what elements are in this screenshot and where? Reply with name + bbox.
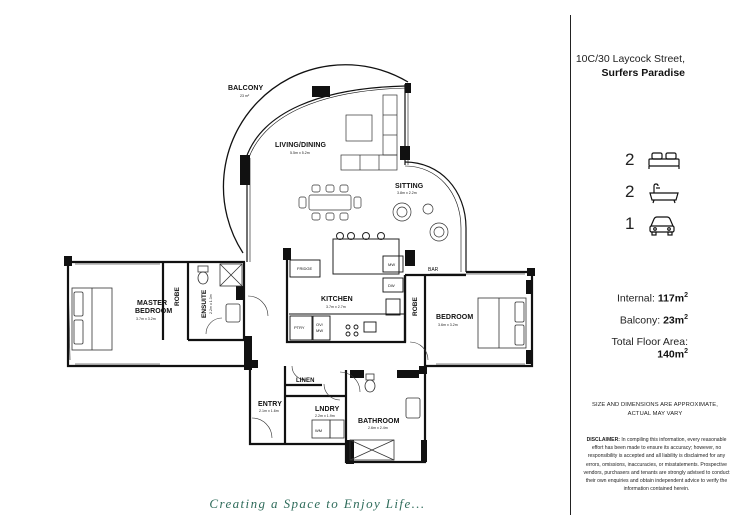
total-area-value: 140m xyxy=(657,348,685,361)
bathroom-fixtures xyxy=(350,374,420,460)
bedroom-count: 2 xyxy=(625,150,635,169)
suburb-name: Surfers Paradise xyxy=(601,67,685,79)
dim-entry: 2.1m x 1.6m xyxy=(259,409,279,413)
label-robe-2: ROBE xyxy=(412,297,419,316)
balcony-area-value: 23m xyxy=(663,314,685,327)
label-master-2: BEDROOM xyxy=(135,308,173,315)
label-sitting: SITTING xyxy=(395,183,424,190)
dim-sitting: 3.8m x 2.2m xyxy=(397,191,417,195)
label-bathroom: BATHROOM xyxy=(358,418,400,425)
column xyxy=(312,86,330,97)
bathroom-count: 2 xyxy=(625,182,635,201)
walls xyxy=(68,258,532,462)
label-mw: MW xyxy=(388,262,396,267)
approximate-size-note: SIZE AND DIMENSIONS ARE APPROXIMATE, ACTUAL MAY VARY xyxy=(592,402,718,417)
label-entry: ENTRY xyxy=(258,401,282,408)
street-address: 10C/30 Laycock Street, xyxy=(575,53,685,65)
sofa xyxy=(341,95,397,170)
total-area-label: Total Floor Area: xyxy=(611,336,688,348)
label-lndry: LNDRY xyxy=(315,406,340,413)
dim-bedroom: 3.6m x 3.2m xyxy=(438,323,458,327)
label-ensuite: ENSUITE xyxy=(201,289,208,318)
car-count-row xyxy=(625,214,685,236)
total-area xyxy=(578,336,688,361)
wall-blocks xyxy=(64,248,535,464)
column xyxy=(400,146,410,160)
dim-kitchen: 3.7m x 2.7m xyxy=(326,305,346,309)
second-bed xyxy=(478,298,526,348)
label-ov-2: MW xyxy=(316,328,324,333)
label-master-1: MASTER xyxy=(137,300,168,307)
disclaimer-body: In compiling this information, every reasonable effort has been made to ensure its accuracy; however, no responsibility is accepted and all liability is disclaimed for any errors, omissions, inaccuracies, or misstatements. Prospective vendors, purchasers and tenants are strongly advised to conduct their own enquiries and obtain independent advice to verify the information contained herein. xyxy=(583,437,730,493)
balcony-area xyxy=(578,314,688,327)
label-bedroom: BEDROOM xyxy=(436,314,474,321)
master-bed xyxy=(72,288,112,350)
dim-bathroom: 2.6m x 2.4m xyxy=(368,426,388,430)
balcony-area-unit: 2 xyxy=(684,314,688,321)
car-icon xyxy=(647,214,677,236)
balcony-area-label: Balcony: xyxy=(619,314,661,327)
vertical-divider xyxy=(570,15,571,515)
label-living: LIVING/DINING xyxy=(275,142,327,149)
label-bar: BAR xyxy=(428,267,439,273)
room-labels xyxy=(135,85,473,433)
car-count: 1 xyxy=(625,214,635,233)
label-robe-1: ROBE xyxy=(174,287,181,306)
column xyxy=(405,83,411,93)
label-balcony: BALCONY xyxy=(228,85,264,92)
tagline: Creating a Space to Enjoy Life... xyxy=(209,496,426,511)
internal-area-value: 117m xyxy=(657,292,685,305)
bathtub-icon xyxy=(647,182,681,204)
label-fridge: FRIDGE xyxy=(297,266,313,271)
dim-ensuite: 2.2m x 1.3m xyxy=(209,294,213,314)
armchairs xyxy=(393,203,448,241)
total-area-unit: 2 xyxy=(684,348,688,355)
bedroom-count-row xyxy=(625,150,685,172)
disclaimer-title: DISCLAIMER: xyxy=(586,437,620,443)
property-address xyxy=(575,52,685,80)
internal-area-label: Internal: xyxy=(616,292,655,305)
disclaimer xyxy=(583,436,730,493)
label-kitchen: KITCHEN xyxy=(321,296,353,303)
label-wm: WM xyxy=(315,428,323,433)
dim-balcony: 23 m² xyxy=(240,94,250,98)
dim-living: 5.5m x 5.2m xyxy=(290,151,310,155)
column xyxy=(240,155,250,185)
internal-area-unit: 2 xyxy=(684,292,688,299)
dim-lndry: 2.2m x 1.9m xyxy=(315,414,335,418)
dim-master: 3.7m x 3.2m xyxy=(136,317,156,321)
internal-area xyxy=(578,292,688,305)
bathroom-count-row xyxy=(625,182,685,204)
kitchen-island xyxy=(333,233,399,275)
label-dw: DW xyxy=(388,283,395,288)
label-ptry: PTRY xyxy=(294,325,305,330)
label-ov-1: OV/ xyxy=(316,322,323,327)
label-linen: LINEN xyxy=(296,378,315,384)
dining-table xyxy=(299,185,361,220)
bed-icon xyxy=(647,150,681,170)
